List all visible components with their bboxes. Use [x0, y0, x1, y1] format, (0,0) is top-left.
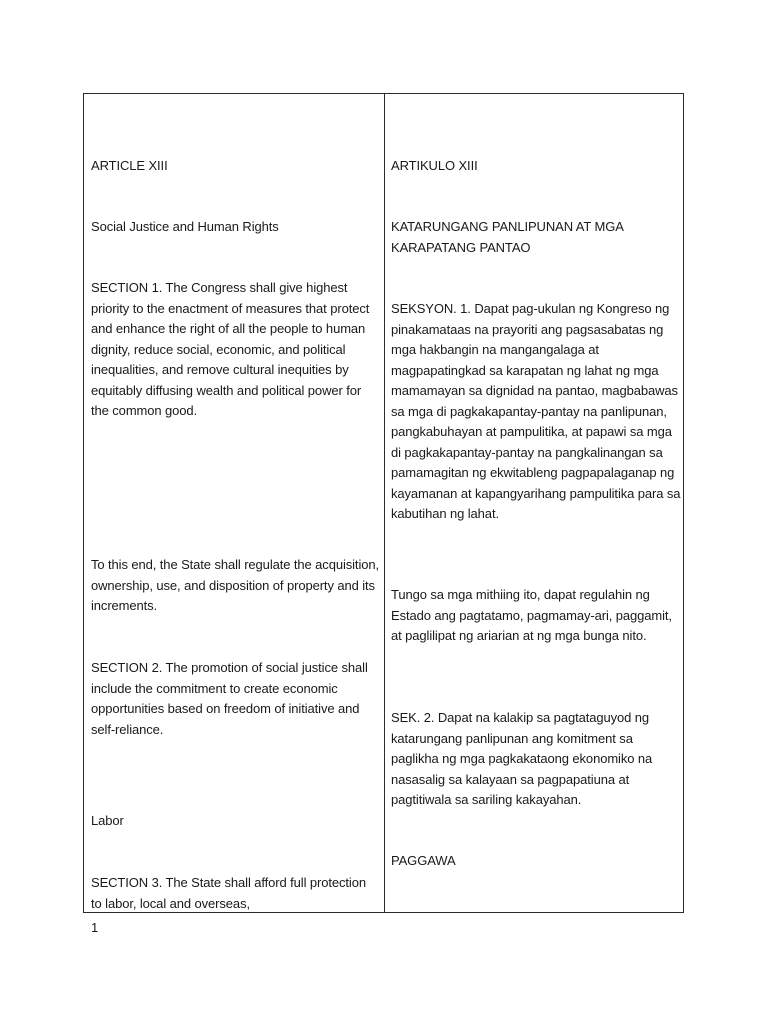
section-1-fil: SEKSYON. 1. Dapat pag-ukulan ng Kongreso ng pinakamataas na prayoriti ang pagsasabatas ng mga hakbangin na mangangalaga at magpapatingkad sa karapatan ng lahat ng mga mamamayan sa dignidad na pantao, magbabawas sa mga di pagkakapantay-pantay na panlipunan, pangkabuhayan at pampulitika, at papawi sa mga di pagkakapantay-pantay na pangkalinangan sa pamamagitan ng ekwitableng pagpapalaganap ng kayamanan at kapangyarihang pampulitika para sa kabutihan ng lahat. — [391, 301, 681, 521]
article-title-en: Social Justice and Human Rights — [91, 219, 279, 234]
english-column — [84, 94, 384, 912]
subheading-labor-fil: PAGGAWA — [391, 853, 456, 868]
page-number: 1 — [91, 920, 99, 935]
section-1-para-2-en: To this end, the State shall regulate the acquisition, ownership, use, and disposition of property and its increments. — [91, 557, 380, 613]
section-1-en: SECTION 1. The Congress shall give highest priority to the enactment of measures that protect and enhance the right of all the people to human dignity, reduce social, economic, and political inequalities, and remove cultural inequities by equitably diffusing wealth and political power for the common good. — [91, 280, 370, 418]
section-3-en: SECTION 3. The State shall afford full protection to labor, local and overseas, — [91, 875, 366, 911]
subheading-labor-en: Labor — [91, 813, 124, 828]
article-title-fil: KATARUNGANG PANLIPUNAN AT MGA KARAPATANG PANTAO — [391, 219, 624, 255]
bilingual-table — [83, 93, 684, 913]
article-heading-en: ARTICLE XIII — [91, 158, 168, 173]
section-2-fil: SEK. 2. Dapat na kalakip sa pagtataguyod ng katarungang panlipunan ang komitment sa paglikha ng mga pagkakataong ekonomiko na nasasalig sa kalayaan sa pagpapatiuna at pagtitiwala sa sariling kakayahan. — [391, 710, 653, 807]
section-1-para-2-fil: Tungo sa mga mithiing ito, dapat regulahin ng Estado ang pagtatamo, pagmamay-ari, paggamit, at paglilipat ng ariarian at ng mga bunga nito. — [391, 587, 672, 643]
article-heading-fil: ARTIKULO XIII — [391, 158, 478, 173]
section-2-en: SECTION 2. The promotion of social justice shall include the commitment to create economic opportunities based on freedom of initiative and self-reliance. — [91, 660, 368, 737]
filipino-column — [385, 94, 684, 912]
